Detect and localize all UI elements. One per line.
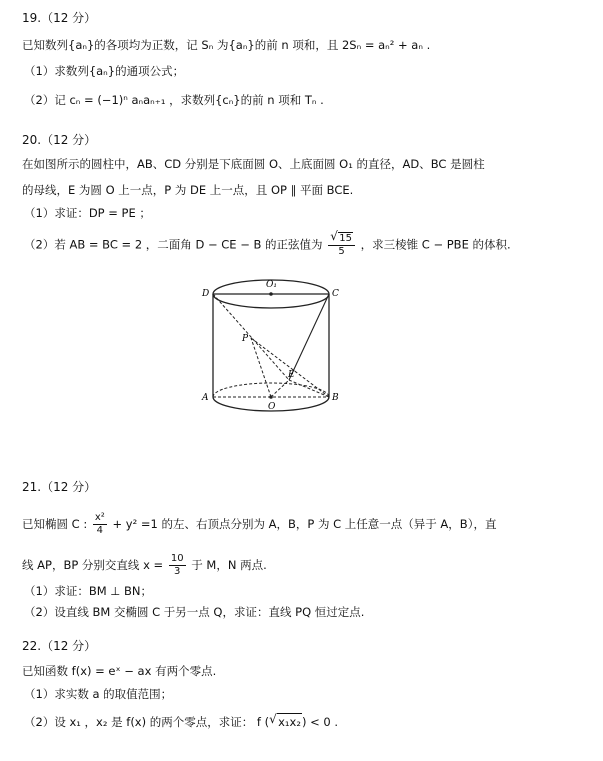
q20-part1: （1）求证：DP = PE ； <box>24 206 151 220</box>
q21-header: 21.（12 分） <box>22 480 97 494</box>
q21-stem-line2 <box>22 553 267 578</box>
q21-stem-post: + y² =1 的左、右顶点分别为 A，B，P 为 C 上任意一点（异于 A，B），直 <box>112 517 497 531</box>
label-A: A <box>202 393 209 403</box>
q21-line2-post: 于 M，N 两点. <box>191 558 267 572</box>
q21-fraction-numerator: x² <box>94 512 105 523</box>
q20-stem-line2: 的母线，E 为圆 O 上一点，P 为 DE 上一点，且 OP ∥ 平面 BCE. <box>22 183 354 197</box>
segment-OP <box>251 338 271 397</box>
q20-sqrt <box>330 232 353 245</box>
label-E: E <box>288 370 295 380</box>
q21-ellipse-fraction <box>93 512 107 537</box>
q20-part2 <box>24 232 511 258</box>
q20-part2-post: ，求三棱锥 C − PBE 的体积. <box>360 237 511 252</box>
q22-sqrt <box>269 713 302 730</box>
q21-stem-pre: 已知椭圆 C : <box>22 517 88 531</box>
q21-fraction-denominator: 4 <box>96 525 104 536</box>
q22-part1: （1）求实数 a 的取值范围； <box>24 687 173 701</box>
label-B: B <box>332 393 339 403</box>
q21-x-denominator: 3 <box>174 566 181 577</box>
q21-x-fraction <box>169 553 186 578</box>
q22-header: 22.（12 分） <box>22 639 97 653</box>
point-O1 <box>269 292 273 296</box>
q21-part2: （2）设直线 BM 交椭圆 C 于另一点 Q，求证：直线 PQ 恒过定点. <box>24 605 365 619</box>
q19-part1: （1）求数列{aₙ}的通项公式； <box>24 64 185 78</box>
label-O1: O₁ <box>266 280 277 290</box>
segment-PB <box>251 338 329 397</box>
q22-part2 <box>24 713 338 730</box>
segment-EB <box>289 380 329 397</box>
q21-part1: （1）求证：BM ⊥ BN； <box>24 584 152 598</box>
q20-header: 20.（12 分） <box>22 133 97 147</box>
q22-part2-pre: （2）设 x₁ ，x₂ 是 f(x) 的两个零点，求证： f ( <box>24 715 270 729</box>
q20-part2-pre: （2）若 AB = BC = 2 ，二面角 D − CE − B 的正弦值为 <box>24 237 323 252</box>
q19-header: 19.（12 分） <box>22 11 97 25</box>
q22-sqrt-radicand: x₁x₂ <box>278 715 301 729</box>
q22-stem: 已知函数 f(x) = eˣ − ax 有两个零点. <box>22 664 217 678</box>
label-D: D <box>202 289 210 299</box>
q21-line2-pre: 线 AP，BP 分别交直线 x = <box>22 558 164 572</box>
q20-fraction-denominator: 5 <box>338 246 345 257</box>
point-O <box>269 395 273 399</box>
bottom-base-back <box>213 383 329 397</box>
q20-stem-line1: 在如图所示的圆柱中，AB、CD 分别是下底面圆 O、上底面圆 O₁ 的直径，AD、BC 是圆柱 <box>22 157 485 171</box>
q21-stem-line1 <box>22 512 496 537</box>
label-O: O <box>268 402 276 412</box>
segment-OE <box>271 380 289 397</box>
q20-sqrt-radicand: 15 <box>339 233 352 244</box>
q22-part2-post: ) < 0 . <box>301 715 339 729</box>
label-P: P <box>242 334 249 344</box>
q19-part2: （2）记 cₙ = (−1)ⁿ aₙaₙ₊₁ ，求数列{cₙ}的前 n 项和 Tₙ . <box>24 93 324 107</box>
q19-stem: 已知数列{aₙ}的各项均为正数，记 Sₙ 为{aₙ}的前 n 项和，且 2Sₙ = aₙ² + aₙ . <box>22 38 431 52</box>
cylinder-figure <box>196 272 346 432</box>
q21-x-numerator: 10 <box>170 553 184 564</box>
label-C: C <box>332 289 339 299</box>
q20-sine-fraction <box>328 232 355 258</box>
